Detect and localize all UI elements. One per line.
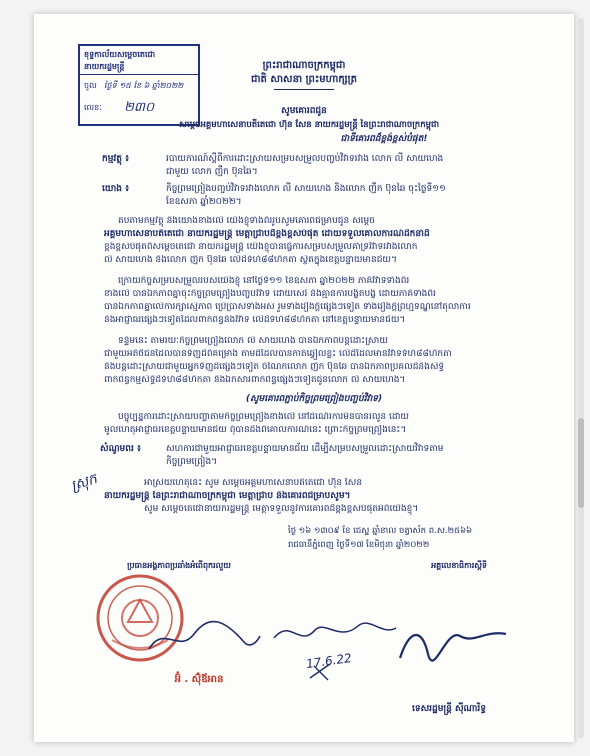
p4-line: មូលហេតុអាជ្ញាធរខេត្តបន្ទាយមានជ័យ ពុំបានដឹងពីគោលការណ៍នេះ ព្រោះកិច្ចព្រមព្រៀងនេះ។ [104, 425, 407, 435]
left-signatory-title: ប្រធានអង្គភាពប្រឆាំងអំពើពុករលួយ [127, 561, 231, 570]
national-motto: ជាតិ សាសនា ព្រះមហាក្សត្រ [251, 74, 357, 85]
request-label: សំណូមពរ ៖ [100, 444, 141, 454]
right-signatory-title: អគ្គលេខាធិការស្តីទី [431, 561, 487, 570]
kingdom-title: ព្រះរាជាណាចក្រកម្ពុជា [262, 60, 346, 71]
stamp-date-value: ថ្ងៃទី ១៥ ខែ ៦ ឆ្នាំ២០២២ [104, 81, 184, 90]
left-signatory-name: អ៊ំ . ស៊ុំឪអាន [174, 674, 224, 685]
addressee-line2: ជាទីគោរពដ៏ខ្ពង់ខ្ពស់បំផុត! [340, 134, 428, 144]
solar-date: រាជធានីភ្នំពេញ ថ្ងៃទី១៧ ខែមិថុនា ឆ្នាំ២០២២ [288, 540, 430, 550]
p3-line: ជាមួយអតិថិជនដែលបានទិញដីពីគម្រោង តាមដីដែលបានកាត់ឆ្វៀលខ្លះ លើដីដែលមានវិវាទទំហំ៨៨ហិកតា [104, 349, 452, 359]
greeting: សូមគោរពជូន [281, 106, 327, 116]
p1-line: អគ្គមហាសេនាបតីតេជោ នាយករដ្ឋមន្ត្រី មេត្តាជ្រាបដ៏ខ្ពង់ខ្ពស់បំផុត ដោយទទួលគោលការណ៍ដឹកនាំដ៏ [104, 229, 430, 239]
subject-label: កម្មវត្ថុ ៖ [102, 154, 130, 164]
scrollbar-thumb[interactable] [578, 418, 584, 508]
stamp-number-value: ២៣០ [124, 100, 155, 115]
reference-line2: ខែឧសភា ឆ្នាំ២០២២។ [166, 197, 242, 207]
incoming-stamp [78, 44, 200, 126]
p2-line: និងអាជ្ញាធរផ្សេងៗទៀតដែលពាក់ព័ន្ធនឹងវិវាទ លើដីទំហំ៨៨ហិកតា នៅខេត្តបន្ទាយមានជ័យ។ [104, 315, 406, 325]
p2-line: ខាងលើ បានឯកភាពគ្នាចុះកិច្ចព្រមព្រៀងបញ្ចប់វិវាទ ដោយសេរី និងគ្មានការបង្ខិតបង្ខំ ដោយភាគីទាំងពីរ [104, 289, 436, 299]
p3-line: ពាក់ព័ន្ធកម្មសិទ្ធិដីទំហំ៨៨ហិកតា និងឯកសារពាក់ព័ន្ធផ្សេងៗទៀតជូនលោក លី សាយហេង។ [104, 375, 406, 385]
request-line: កិច្ចព្រមព្រៀង។ [166, 457, 218, 467]
p1-line: តបតាមកម្មវត្ថុ និងយោងខាងលើ យើងខ្ញុំទាំងពីររូបសូមគោរពជម្រាបជូន សម្តេច [118, 216, 375, 226]
reference-line1: កិច្ចព្រមព្រៀងបញ្ចប់វិវាទរវាងលោក លី សាយហេង និងលោក ញឹក ប៊ុនឆៃ ចុះថ្ងៃទី១១ [166, 184, 446, 194]
request-line: សហការជាមួយអាជ្ញាធរខេត្តបន្ទាយមានជ័យ ដើម្បីសម្របសម្រួលដោះស្រាយវិវាទតាម [166, 444, 444, 454]
margin-handwritten-note: ស្រុក [69, 470, 100, 495]
handwritten-date: 17.6.22 [305, 650, 353, 672]
stamp-date-label: ចូល [84, 81, 97, 90]
p4-line: បច្ចុប្បន្នការដោះស្រាយបញ្ហាតាមកិច្ចព្រមព្រៀងខាងលើ នៅដំណើរការមិនបានរលូន ដោយ [118, 412, 409, 422]
subject-line2: ជាមួយ លោក ញឹក ប៊ុនឆៃ។ [166, 167, 258, 177]
closing-line: អាស្រ័យហេតុនេះ សូម សម្តេចអគ្គមហាសេនាបតីតេជោ ហ៊ុន សែន [144, 478, 363, 488]
right-signatures [270, 608, 510, 694]
addressee-line1: សម្តេចអគ្គមហាសេនាបតីតេជោ ហ៊ុន សែន នាយករដ្ឋមន្ត្រី នៃព្រះរាជាណាចក្រកម្ពុជា [178, 120, 440, 130]
stamp-number-label: លេខៈ [84, 103, 102, 112]
p1-line: ខ្ពង់ខ្ពស់បំផុតពីសម្តេចតេជោ នាយករដ្ឋមន្ត្រី យើងខ្ញុំបានធ្វើការសម្របសម្រួលគាំទ្រវិវាទរវាងលោក [104, 242, 418, 252]
p2-line: ក្រោយកិច្ចសម្របសម្រួលរបស់យើងខ្ញុំ នៅថ្ងៃទី១១ ខែឧសភា ឆ្នាំ២០២២ ភាគីវិវាទទាំងពីរ [118, 276, 410, 286]
lunar-date: ថ្ងៃ ១៦ ១៣០៩ ខែ ជេស្ឋ ឆ្នាំខាល ចត្វាស័ក ព.ស.២៥៦៦ [288, 526, 473, 536]
document-page [34, 14, 574, 742]
attachment-note: (សូមគោរពភ្ជាប់កិច្ចព្រមព្រៀងបញ្ចប់វិវាទ) [245, 394, 383, 404]
p1-line: លី សាយហេង និងលោក ញឹក ប៊ុនឆៃ លើដីទំហំ៨៨ហិកតា ស្ថិតក្នុងខេត្តបន្ទាយមានជ័យ។ [104, 255, 397, 265]
stamp-line1: ខុទ្ទកាល័យសម្ដេចតេជោ [84, 50, 156, 59]
left-signature [144, 614, 264, 664]
p3-line: និងបន្តដោះស្រាយជាមួយអ្នកទិញដីផ្សេងៗទៀត ចំណែកលោក ញឹក ប៊ុនឆៃ បានឯកភាពប្រគល់ដីនិងសិទ្ធិ [104, 362, 445, 372]
right-signatory-name: ទេសរដ្ឋមន្ត្រី ស៊ីណារិទ្ធ [412, 704, 486, 714]
stamp-line2: នាយករដ្ឋមន្ត្រី [84, 62, 125, 71]
closing-line: សូម សម្តេចតេជោនាយករដ្ឋមន្ត្រី មេត្តាទទួលនូវការគោរពដ៏ខ្ពង់ខ្ពស់បំផុតអំពីយើងខ្ញុំ។ [144, 504, 419, 514]
p3-line: ទន្ទឹមនេះ តាមរយៈកិច្ចព្រមព្រៀងលោក លី សាយហេង បានឯកភាពបន្តដោះស្រាយ [118, 336, 388, 346]
subject-line1: របាយការណ៍ស្តីពីការដោះស្រាយសម្របសម្រួលបញ្ចប់វិវាទរវាង លោក លី សាយហេង [166, 154, 444, 164]
closing-line: នាយករដ្ឋមន្ត្រី នៃព្រះរាជាណាចក្រកម្ពុជា មេត្តាជ្រាប និងគោរពជម្រាបសូម។ [104, 491, 351, 501]
vertical-scrollbar[interactable] [578, 18, 584, 738]
p2-line: បានឯកភាពគ្នាលើការក្សាស្មើភាព ប្រើប្រាស់ទាំងអស់ រួមទាំងរឿងក្តីផ្សេងៗទៀត ទាំងរឿងក្តីព្រហ្មទណ្ឌនៅតុលាការ [104, 302, 471, 312]
reference-label: យោង ៖ [102, 184, 130, 194]
